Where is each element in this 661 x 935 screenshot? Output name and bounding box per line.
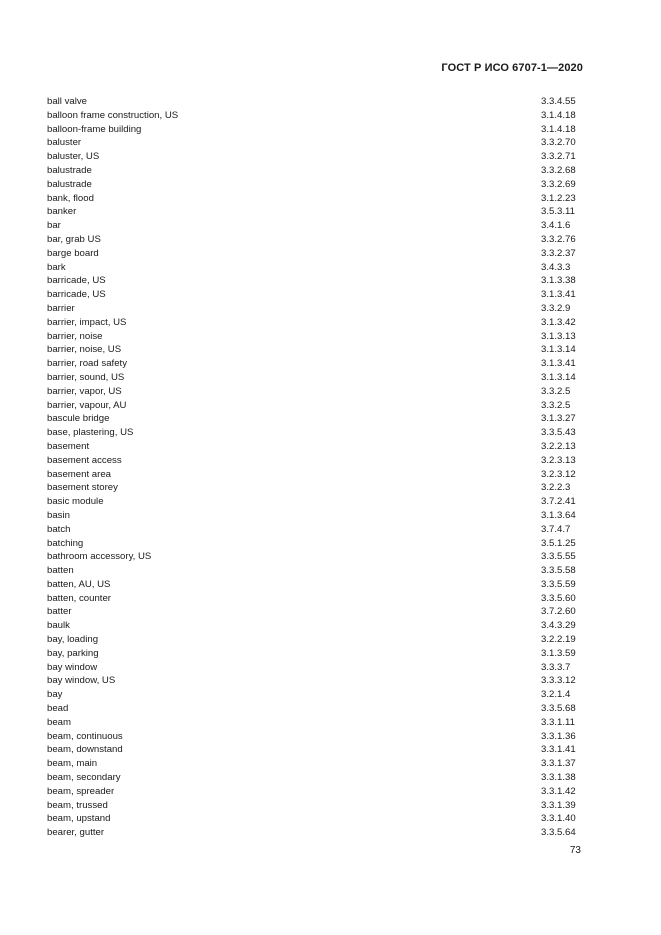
index-entry — [47, 481, 577, 495]
index-term: basement area — [47, 468, 111, 480]
index-term: beam, secondary — [47, 772, 121, 784]
index-entry — [47, 550, 577, 564]
index-reference: 3.3.5.60 — [541, 592, 576, 604]
index-reference: 3.3.3.12 — [541, 675, 576, 687]
index-term: bearer, gutter — [47, 827, 105, 839]
index-term: barrier — [47, 302, 75, 314]
index-reference: 3.3.1.36 — [541, 730, 576, 742]
index-reference: 3.3.1.40 — [541, 813, 576, 825]
index-entry — [47, 578, 577, 592]
index-entry — [47, 261, 577, 275]
index-reference: 3.2.2.13 — [541, 440, 576, 452]
index-term: barricade, US — [47, 275, 106, 287]
index-term: batten, counter — [47, 592, 112, 604]
index-reference: 3.3.2.9 — [541, 302, 571, 314]
index-entry — [47, 274, 577, 288]
index-reference: 3.3.2.5 — [541, 399, 571, 411]
index-entry — [47, 757, 577, 771]
index-reference: 3.7.2.60 — [541, 606, 576, 618]
index-term: beam, continuous — [47, 730, 123, 742]
index-reference: 3.4.1.6 — [541, 220, 571, 232]
index-reference: 3.1.3.59 — [541, 647, 576, 659]
index-entry — [47, 771, 577, 785]
index-entry — [47, 633, 577, 647]
index-term: barrier, vapor, US — [47, 385, 122, 397]
index-reference: 3.3.2.5 — [541, 385, 571, 397]
index-reference: 3.1.3.64 — [541, 509, 576, 521]
index-reference: 3.4.3.29 — [541, 620, 576, 632]
index-entry — [47, 605, 577, 619]
index-term: basement — [47, 440, 90, 452]
index-term: bay — [47, 689, 63, 701]
index-reference: 3.2.3.12 — [541, 468, 576, 480]
index-term: barrier, noise, US — [47, 344, 122, 356]
index-term: beam, trussed — [47, 799, 108, 811]
index-entry — [47, 136, 577, 150]
page-number: 73 — [569, 845, 581, 856]
index-term: beam, main — [47, 758, 98, 770]
index-entry — [47, 619, 577, 633]
index-reference: 3.3.2.76 — [541, 233, 576, 245]
index-reference: 3.1.3.41 — [541, 358, 576, 370]
index-entry — [47, 150, 577, 164]
index-entry — [47, 592, 577, 606]
index-entry — [47, 233, 577, 247]
index-term: basement access — [47, 454, 122, 466]
index-reference: 3.1.4.18 — [541, 109, 576, 121]
index-term: batter — [47, 606, 72, 618]
index-entry — [47, 385, 577, 399]
index-entry — [47, 454, 577, 468]
index-reference: 3.1.3.27 — [541, 413, 576, 425]
index-reference: 3.3.5.55 — [541, 551, 576, 563]
index-entry — [47, 785, 577, 799]
index-entry — [47, 730, 577, 744]
index-entry — [47, 95, 577, 109]
index-term: bay window — [47, 661, 98, 673]
index-reference: 3.3.2.68 — [541, 164, 576, 176]
index-term: beam, upstand — [47, 813, 111, 825]
index-reference: 3.1.3.13 — [541, 330, 576, 342]
index-reference: 3.4.3.3 — [541, 261, 571, 273]
index-entry — [47, 371, 577, 385]
index-entry — [47, 399, 577, 413]
index-entry — [47, 743, 577, 757]
index-reference: 3.3.2.37 — [541, 247, 576, 259]
index-term: basin — [47, 509, 70, 521]
index-reference: 3.3.5.43 — [541, 427, 576, 439]
index-entry — [47, 192, 577, 206]
index-entry — [47, 343, 577, 357]
index-reference: 3.1.3.38 — [541, 275, 576, 287]
index-reference: 3.7.4.7 — [541, 523, 571, 535]
index-entry — [47, 302, 577, 316]
index-entry — [47, 674, 577, 688]
index-reference: 3.1.3.14 — [541, 371, 576, 383]
index-entry — [47, 495, 577, 509]
index-reference: 3.3.4.55 — [541, 96, 576, 107]
index-reference: 3.3.5.59 — [541, 578, 576, 590]
document-header-standard: ГОСТ Р ИСО 6707-1—2020 — [441, 62, 583, 74]
index-term: balustrade — [47, 164, 92, 176]
index-entry — [47, 509, 577, 523]
index-entry — [47, 812, 577, 826]
index-reference: 3.1.3.14 — [541, 344, 576, 356]
index-reference: 3.3.5.58 — [541, 565, 576, 577]
index-term: barge board — [47, 247, 99, 259]
index-term: basic module — [47, 496, 104, 508]
index-entry — [47, 178, 577, 192]
index-term: bathroom accessory, US — [47, 551, 152, 563]
index-term: baluster — [47, 137, 82, 149]
index-term: beam — [47, 716, 71, 728]
index-entry — [47, 219, 577, 233]
index-reference: 3.3.2.70 — [541, 137, 576, 149]
index-reference: 3.2.2.3 — [541, 482, 571, 494]
index-reference: 3.7.2.41 — [541, 496, 576, 508]
index-term: batch — [47, 523, 71, 535]
index-term: balloon frame construction, US — [47, 109, 179, 121]
index-term: beam, spreader — [47, 785, 115, 797]
index-term: basement storey — [47, 482, 118, 494]
index-entry — [47, 330, 577, 344]
index-term: batching — [47, 537, 84, 549]
index-reference: 3.5.3.11 — [541, 206, 575, 218]
index-entry — [47, 205, 577, 219]
index-reference: 3.3.1.41 — [541, 744, 576, 756]
index-term: bar, grab US — [47, 233, 101, 245]
index-entry — [47, 316, 577, 330]
index-term: balustrade — [47, 178, 92, 190]
index-entry — [47, 247, 577, 261]
index-term: baulk — [47, 620, 70, 632]
index-term: balloon-frame building — [47, 123, 142, 135]
index-entry — [47, 109, 577, 123]
index-reference: 3.2.3.13 — [541, 454, 576, 466]
index-term: bay, loading — [47, 634, 99, 646]
index-reference: 3.1.3.41 — [541, 289, 576, 301]
index-entry — [47, 564, 577, 578]
index-term: beam, downstand — [47, 744, 123, 756]
index-term: ball valve — [47, 96, 87, 107]
index-entry — [47, 826, 577, 840]
index-reference: 3.5.1.25 — [541, 537, 576, 549]
index-term: barrier, noise — [47, 330, 103, 342]
index-reference: 3.3.5.64 — [541, 827, 576, 839]
index-reference: 3.3.2.71 — [541, 151, 576, 163]
index-term: barricade, US — [47, 289, 106, 301]
index-term: barrier, impact, US — [47, 316, 127, 328]
index-term: barrier, road safety — [47, 358, 127, 370]
index-term: bascule bridge — [47, 413, 110, 425]
index-term: bar — [47, 220, 61, 232]
index-entry — [47, 647, 577, 661]
index-reference: 3.3.1.42 — [541, 785, 576, 797]
index-reference: 3.3.1.11 — [541, 716, 575, 728]
index-reference: 3.3.2.69 — [541, 178, 576, 190]
index-entry — [47, 799, 577, 813]
index-term: baluster, US — [47, 151, 100, 163]
index-term: barrier, vapour, AU — [47, 399, 127, 411]
index-entry — [47, 426, 577, 440]
index-list — [47, 95, 577, 840]
index-term: bank, flood — [47, 192, 94, 204]
index-reference: 3.3.1.39 — [541, 799, 576, 811]
index-entry — [47, 123, 577, 137]
index-entry — [47, 164, 577, 178]
index-entry — [47, 357, 577, 371]
index-term: base, plastering, US — [47, 427, 134, 439]
index-entry — [47, 412, 577, 426]
index-term: barrier, sound, US — [47, 371, 125, 383]
index-reference: 3.3.1.38 — [541, 772, 576, 784]
index-reference: 3.3.1.37 — [541, 758, 576, 770]
index-term: batten, AU, US — [47, 578, 111, 590]
index-reference: 3.1.4.18 — [541, 123, 576, 135]
index-entry — [47, 288, 577, 302]
index-entry — [47, 702, 577, 716]
index-entry — [47, 440, 577, 454]
index-term: bay, parking — [47, 647, 99, 659]
index-term: bead — [47, 703, 69, 715]
index-entry — [47, 523, 577, 537]
index-entry — [47, 688, 577, 702]
index-reference: 3.3.5.68 — [541, 703, 576, 715]
index-reference: 3.1.3.42 — [541, 316, 576, 328]
index-entry — [47, 661, 577, 675]
index-reference: 3.1.2.23 — [541, 192, 576, 204]
index-term: bay window, US — [47, 675, 116, 687]
index-reference: 3.2.2.19 — [541, 634, 576, 646]
index-term: batten — [47, 565, 74, 577]
index-reference: 3.3.3.7 — [541, 661, 571, 673]
index-entry — [47, 716, 577, 730]
index-term: banker — [47, 206, 77, 218]
index-term: bark — [47, 261, 66, 273]
index-entry — [47, 468, 577, 482]
index-entry — [47, 537, 577, 551]
index-reference: 3.2.1.4 — [541, 689, 571, 701]
